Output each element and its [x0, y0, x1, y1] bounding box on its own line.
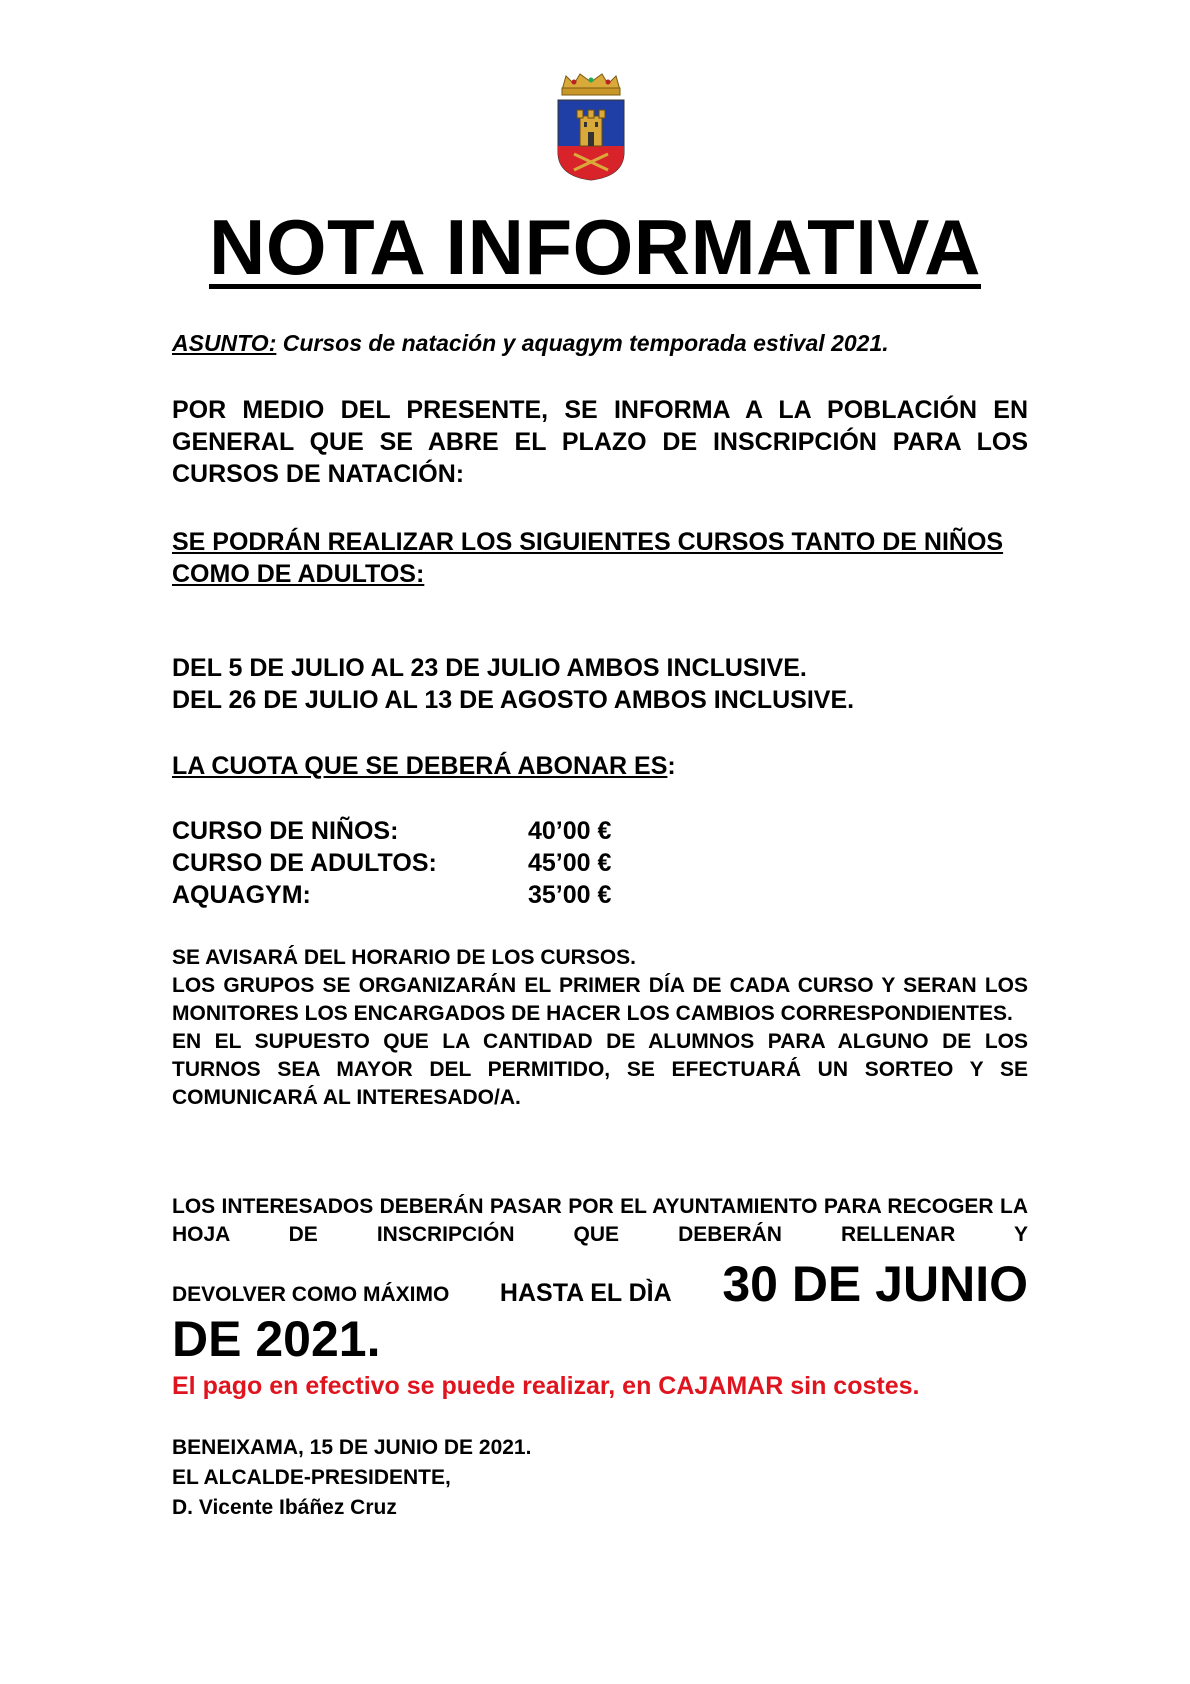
fee-row — [172, 879, 1028, 911]
intro-text: POR MEDIO DEL PRESENTE, SE INFORMA A LA POBLACIÓN EN GENERAL QUE SE ABRE EL PLAZO DE INSCRIPCIÓN PARA LOS CURSOS DE NATACIÓN: — [172, 396, 1028, 488]
fee-price: 35’00 € — [528, 881, 612, 909]
subject-line — [172, 330, 889, 357]
date-range-1: DEL 5 DE JULIO AL 23 DE JULIO AMBOS INCLUSIVE. — [172, 654, 807, 682]
registration-paragraph — [172, 1193, 1028, 1249]
signature-block — [172, 1433, 531, 1523]
deadline-return-text: DEVOLVER COMO MÁXIMO — [172, 1283, 450, 1306]
deadline-line — [172, 1255, 1028, 1313]
deadline-year: DE 2021. — [172, 1311, 381, 1367]
course-dates — [172, 652, 1028, 716]
signer-name: D. Vicente Ibáñez Cruz — [172, 1496, 397, 1519]
place-date: BENEIXAMA, 15 DE JUNIO DE 2021. — [172, 1436, 532, 1459]
note-schedule: SE AVISARÁ DEL HORARIO DE LOS CURSOS. — [172, 946, 636, 969]
page-title — [0, 203, 1190, 291]
fee-name: CURSO DE NIÑOS: — [172, 817, 399, 845]
payment-note: El pago en efectivo se puede realizar, en CAJAMAR sin costes. — [172, 1372, 920, 1400]
notes-paragraph — [172, 944, 1028, 1112]
registration-text: LOS INTERESADOS DEBERÁN PASAR POR EL AYUNTAMIENTO PARA RECOGER LA HOJA DE INSCRIPCIÓN QUE DEBERÁN RELLENAR Y — [172, 1195, 1028, 1246]
deadline-date: 30 DE JUNIO — [722, 1256, 1028, 1312]
signer-title: EL ALCALDE-PRESIDENTE, — [172, 1466, 451, 1489]
page-title-text: NOTA INFORMATIVA — [208, 203, 981, 291]
courses-heading: SE PODRÁN REALIZAR LOS SIGUIENTES CURSOS TANTO DE NIÑOS COMO DE ADULTOS: — [172, 528, 1004, 588]
fee-name: AQUAGYM: — [172, 881, 311, 909]
fee-heading — [172, 750, 1028, 782]
coat-of-arms-logo — [550, 72, 632, 182]
date-range-2: DEL 26 DE JULIO AL 13 DE AGOSTO AMBOS INCLUSIVE. — [172, 686, 855, 714]
subject-text: Cursos de natación y aquagym temporada estival 2021. — [276, 330, 889, 356]
note-groups: LOS GRUPOS SE ORGANIZARÁN EL PRIMER DÍA DE CADA CURSO Y SERAN LOS MONITORES LOS ENCARGADOS DE HACER LOS CAMBIOS CORRESPONDIENTES. — [172, 974, 1028, 1025]
crown-icon — [562, 74, 620, 95]
fee-row — [172, 847, 1028, 879]
fee-price: 45’00 € — [528, 849, 612, 877]
fee-name: CURSO DE ADULTOS: — [172, 849, 437, 877]
fee-heading-text: LA CUOTA QUE SE DEBERÁ ABONAR ES — [172, 752, 668, 780]
note-draw: EN EL SUPUESTO QUE LA CANTIDAD DE ALUMNOS PARA ALGUNO DE LOS TURNOS SEA MAYOR DEL PERMITIDO, SE EFECTUARÁ UN SORTEO Y SE COMUNICARÁ AL INTERESADO/A. — [172, 1030, 1028, 1109]
subject-label: ASUNTO: — [172, 330, 277, 356]
fee-price: 40’00 € — [528, 817, 612, 845]
fee-list — [172, 815, 1028, 911]
fee-row — [172, 815, 1028, 847]
deadline-until-text: HASTA EL DÌA — [499, 1279, 672, 1307]
fee-heading-colon: : — [667, 752, 676, 780]
intro-paragraph — [172, 394, 1028, 490]
tower-icon — [577, 110, 605, 146]
